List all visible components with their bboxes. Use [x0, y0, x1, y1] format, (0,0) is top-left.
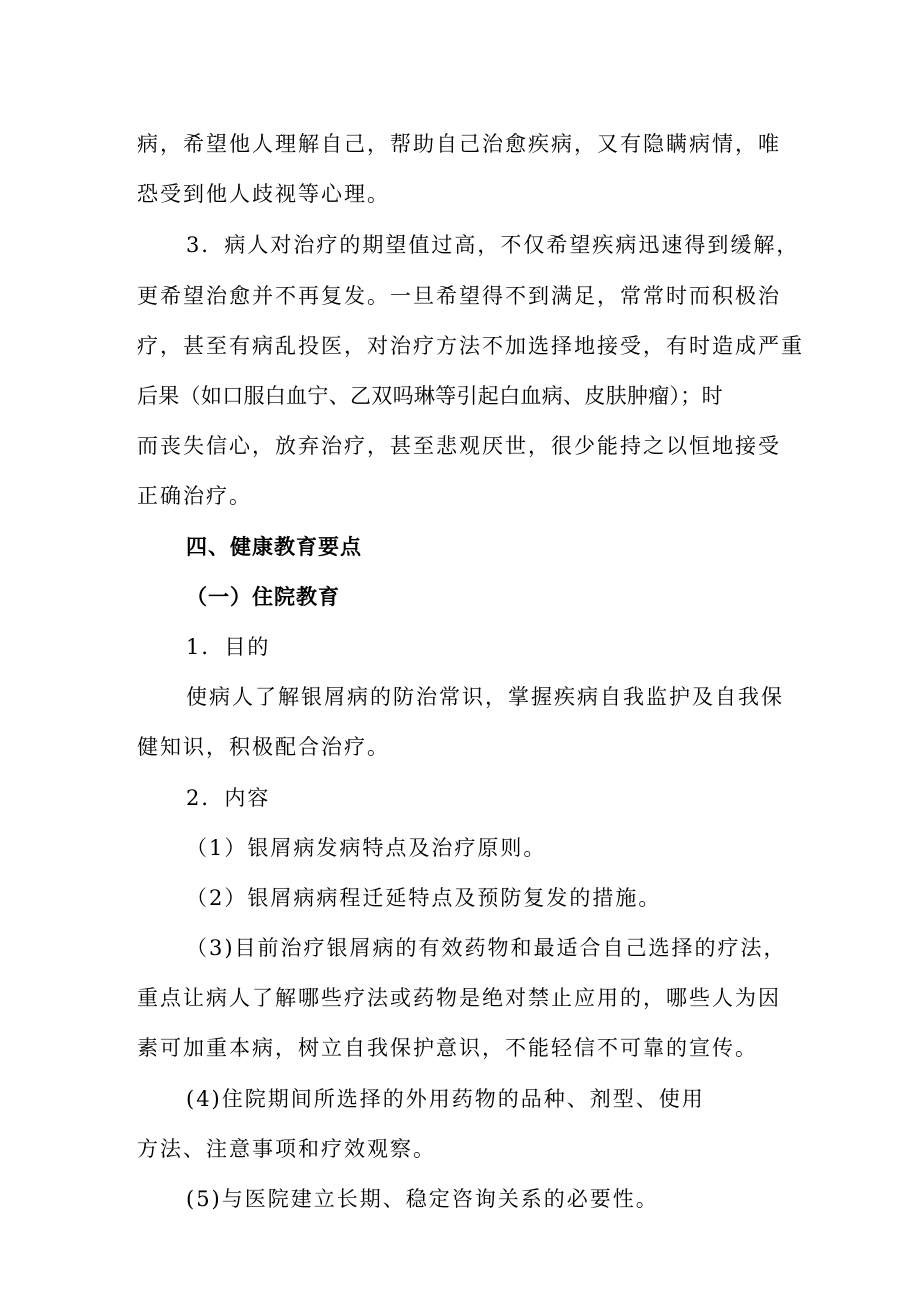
item-heading-purpose: 1．目的 — [186, 635, 271, 659]
text-line-19: 素可加重本病，树立自我保护意识，不能轻信不可靠的宣传。 — [137, 1036, 758, 1060]
list-item-3: （3)目前治疗银屑病的有效药物和最适合自己选择的疗法， — [186, 936, 787, 960]
list-item-5: (5)与医院建立长期、稳定咨询关系的必要性。 — [186, 1187, 659, 1211]
text-line-1: 病，希望他人理解自己，帮助自己治愈疾病，又有隐瞒病情，唯 — [137, 132, 781, 156]
list-item-1: （1）银屑病发病特点及治疗原则。 — [186, 836, 547, 860]
text-line-6: 后果（如口服白血宁、乙双吗琳等引起白血病、皮肤肿瘤）；时 — [137, 384, 723, 408]
list-item-4: (4)住院期间所选择的外用药物的品种、剂型、使用 — [186, 1087, 705, 1111]
list-item-2: （2）银屑病病程迁延特点及预防复发的措施。 — [186, 886, 662, 910]
text-line-3: 3．病人对治疗的期望值过高，不仅希望疾病迅速得到缓解， — [186, 233, 800, 257]
text-line-7: 而丧失信心，放弃治疗，甚至悲观厌世，很少能持之以恒地接受 — [137, 434, 781, 458]
text-line-18: 重点让病人了解哪些疗法或药物是绝对禁止应用的，哪些人为因 — [137, 986, 781, 1010]
section-heading: 四、健康教育要点 — [186, 534, 362, 559]
text-line-2: 恐受到他人歧视等心理。 — [137, 182, 390, 206]
text-line-13: 健知识，积极配合治疗。 — [137, 735, 390, 759]
text-line-4: 更希望治愈并不再复发。一旦希望得不到满足，常常时而积极治 — [137, 284, 781, 308]
subsection-heading: （一）住院教育 — [186, 584, 340, 609]
text-line-21: 方法、注意事项和疗效观察。 — [137, 1137, 436, 1161]
item-heading-content: 2．内容 — [186, 786, 271, 810]
text-line-5: 疗，甚至有病乱投医，对治疗方法不加选择地接受，有时造成严重 — [137, 334, 804, 358]
text-line-12: 使病人了解银屑病的防治常识，掌握疾病自我监护及自我保 — [186, 685, 784, 709]
text-line-8: 正确治疗。 — [137, 484, 252, 508]
